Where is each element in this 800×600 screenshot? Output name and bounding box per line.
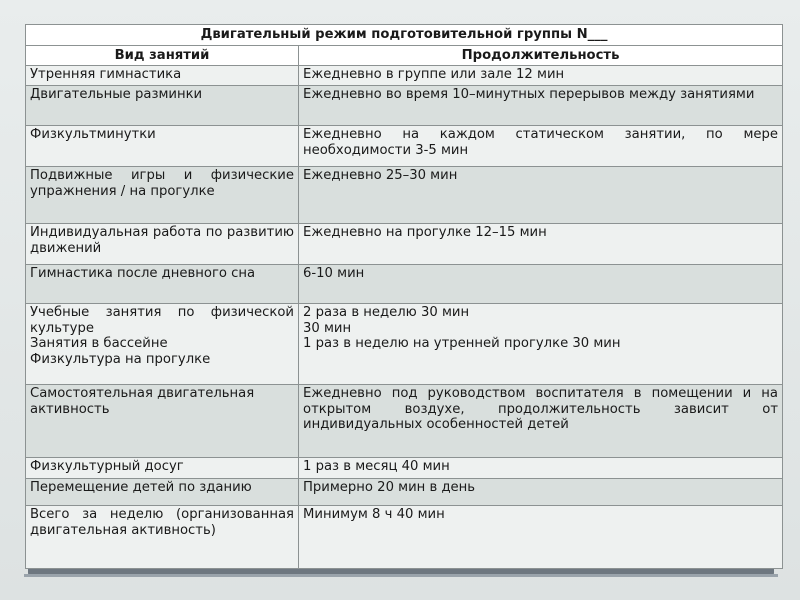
duration-cell: Ежедневно во время 10–минутных перерывов между занятиями [299,86,783,126]
duration-cell: 2 раза в неделю 30 мин 30 мин 1 раз в неделю на утренней прогулке 30 мин [299,304,783,385]
column-header-type: Вид занятий [26,46,299,66]
duration-cell: Примерно 20 мин в день [299,479,783,506]
table-row [26,86,783,126]
table-row [26,506,783,569]
table-row [26,224,783,265]
table-title: Двигательный режим подготовительной группы N___ [26,25,783,46]
duration-cell: Ежедневно в группе или зале 12 мин [299,66,783,86]
activity-type-cell: Гимнастика после дневного сна [26,265,299,304]
activity-type-cell: Перемещение детей по зданию [26,479,299,506]
duration-cell: Минимум 8 ч 40 мин [299,506,783,569]
table-row [26,304,783,385]
slide-bottom-line [24,574,778,577]
table-row [26,265,783,304]
duration-cell: Ежедневно под руководством воспитателя в помещении и на открытом воздухе, продолжительность зависит от индивидуальных особенностей детей [299,385,783,458]
table-row [26,66,783,86]
duration-cell: 1 раз в месяц 40 мин [299,458,783,479]
table-row [26,126,783,167]
duration-cell: 6-10 мин [299,265,783,304]
activity-type-cell: Физкультминутки [26,126,299,167]
activity-type-cell: Утренняя гимнастика [26,66,299,86]
activity-type-cell: Подвижные игры и физические упражнения / на прогулке [26,167,299,224]
duration-cell: Ежедневно на каждом статическом занятии, по мере необходимости 3-5 мин [299,126,783,167]
table-row [26,385,783,458]
table-row [26,458,783,479]
table-row [26,479,783,506]
activity-type-cell: Индивидуальная работа по развитию движений [26,224,299,265]
table-row [26,167,783,224]
activity-type-cell: Учебные занятия по физической культуре Занятия в бассейне Физкультура на прогулке [26,304,299,385]
column-header-duration: Продолжительность [299,46,783,66]
duration-cell: Ежедневно 25–30 мин [299,167,783,224]
activity-type-cell: Самостоятельная двигательная активность [26,385,299,458]
duration-cell: Ежедневно на прогулке 12–15 мин [299,224,783,265]
activity-type-cell: Всего за неделю (организованная двигательная активность) [26,506,299,569]
motor-regime-table [25,24,783,569]
activity-type-cell: Физкультурный досуг [26,458,299,479]
activity-type-cell: Двигательные разминки [26,86,299,126]
